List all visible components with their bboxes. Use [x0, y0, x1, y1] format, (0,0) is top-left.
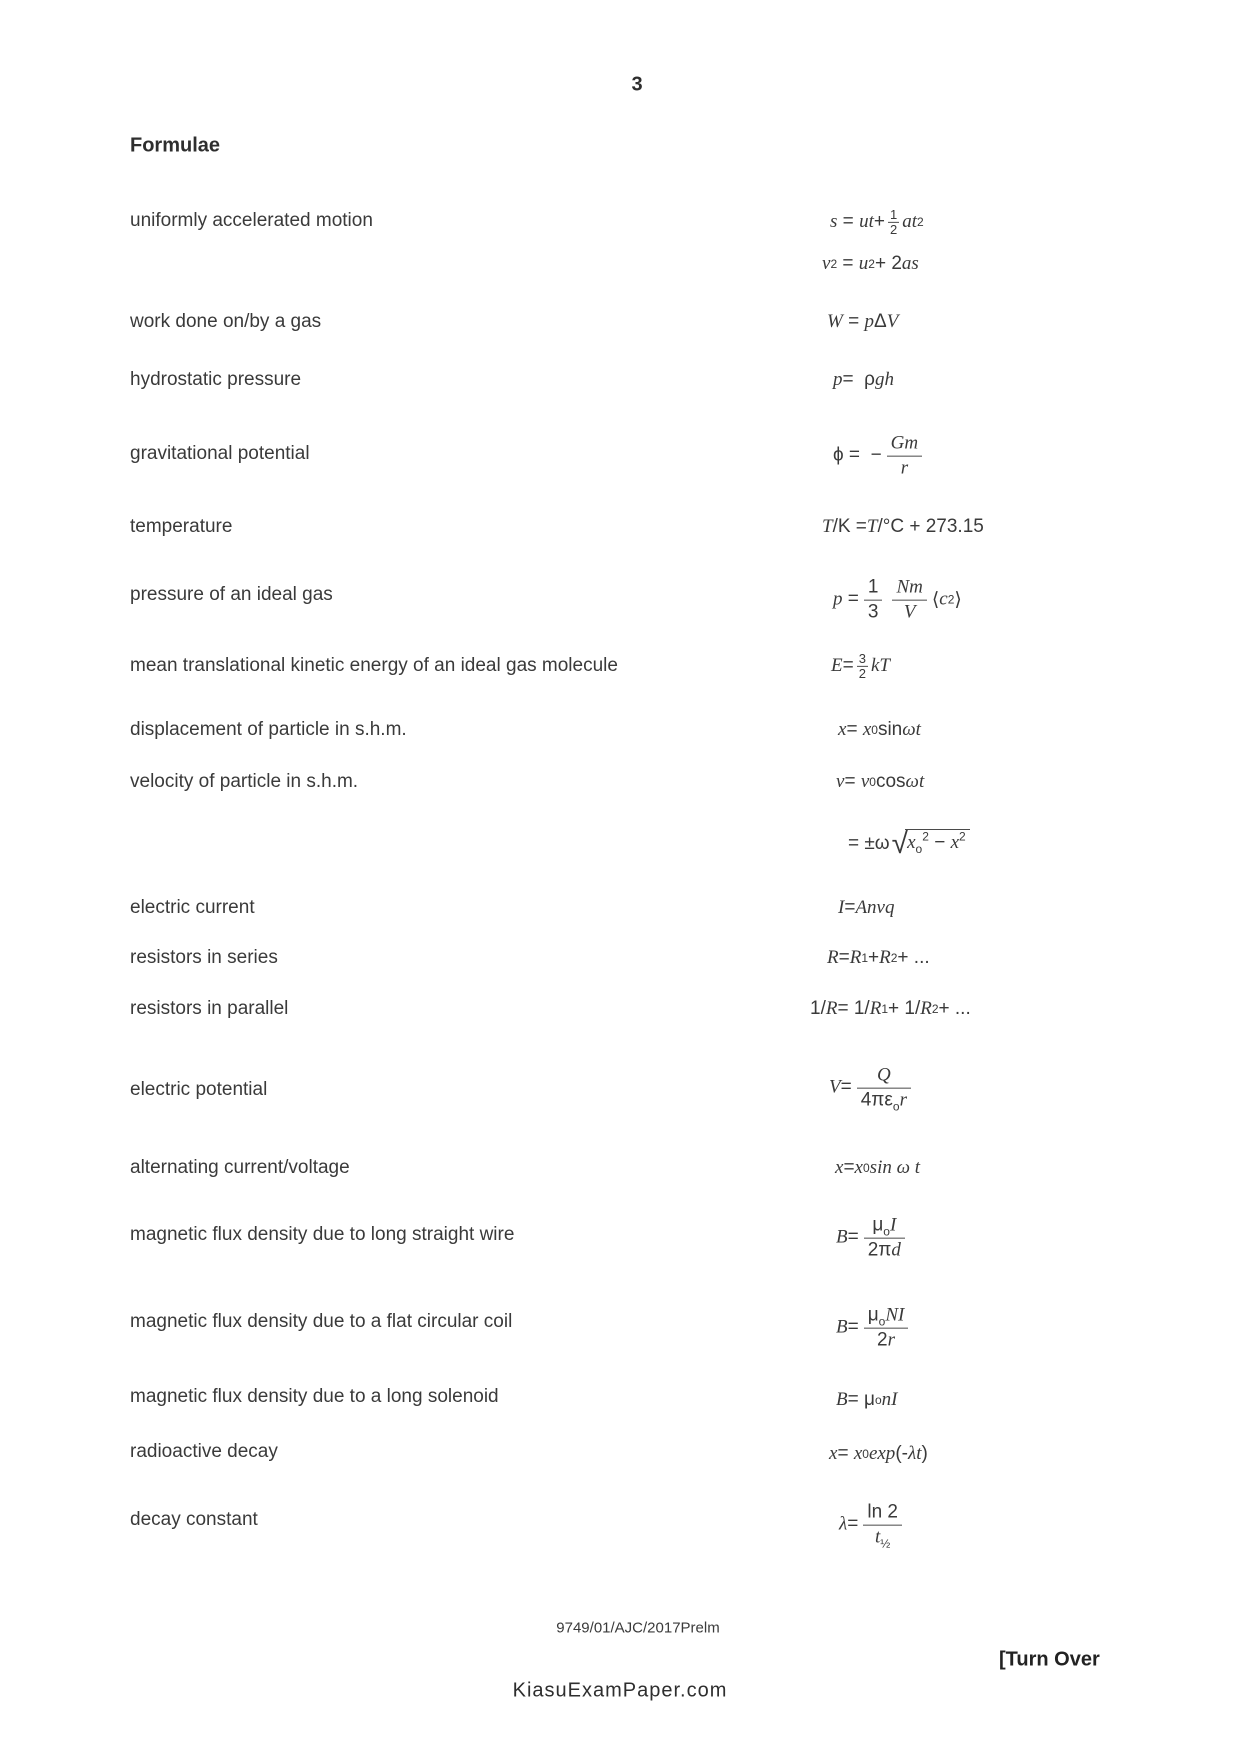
formula-label: resistors in parallel: [130, 998, 289, 1019]
formula-label: electric current: [130, 897, 255, 918]
formula-label: temperature: [130, 516, 233, 537]
formula-label: magnetic flux density due to a long solenoid: [130, 1386, 499, 1407]
formula-expression: W = p Δ V: [827, 311, 899, 332]
formula-expression: V = $\frac{Q}{4\pi\varepsilon_or}$: [829, 1065, 916, 1112]
formula-expression: x = x 0 sin ω t: [835, 1157, 921, 1178]
formula-label: mean translational kinetic energy of an ideal gas molecule: [130, 655, 618, 676]
formula-label: magnetic flux density due to long straight wire: [130, 1224, 515, 1245]
formula-expression: x = x 0 exp (- λt ): [829, 1443, 928, 1464]
formula-expression: v 2 = u 2 + 2 as: [822, 253, 919, 274]
formula-label: pressure of an ideal gas: [130, 584, 333, 605]
formula-expression: s = ut + $\frac{1}{2}$ at 2: [830, 206, 924, 237]
formula-expression: ϕ = − $\frac{Gm}{r}$: [833, 433, 927, 480]
formula-label: alternating current/voltage: [130, 1157, 350, 1178]
formula-label: magnetic flux density due to a flat circular coil: [130, 1311, 513, 1332]
formula-expression: B = $\frac{\mu_oI}{2\pi d}$: [836, 1215, 910, 1262]
formula-expression: p = ρ gh: [833, 369, 894, 390]
formula-expression: p = $\frac{1}{3}$ $\frac{Nm}{V}$ ⟨ c 2 ⟩: [833, 576, 962, 623]
formula-label: radioactive decay: [130, 1441, 278, 1462]
formula-label: resistors in series: [130, 947, 278, 968]
page-number: 3: [631, 73, 643, 96]
formula-label: uniformly accelerated motion: [130, 210, 373, 231]
formula-label: displacement of particle in s.h.m.: [130, 719, 407, 740]
formula-expression: B = $\frac{\mu_oNI}{2r}$: [836, 1305, 913, 1352]
formula-expression: v = v 0 cos ω t: [836, 771, 925, 792]
formula-label: decay constant: [130, 1509, 258, 1530]
formula-label: gravitational potential: [130, 443, 310, 464]
page-title: Formulae: [130, 134, 221, 157]
formula-expression: 1/ R = 1/ R 1 + 1/ R 2 + ...: [810, 998, 971, 1019]
formula-expression: x = x 0 sin ω t: [838, 719, 921, 740]
footer-document-code: 9749/01/AJC/2017Prelm: [556, 1619, 720, 1637]
formula-expression: = ±ω √ $x_o^2 - x^2$: [848, 829, 970, 859]
formula-expression: B = μ o nI: [836, 1389, 898, 1410]
formula-expression: T /K = T /°C + 273.15: [822, 516, 984, 537]
formula-label: work done on/by a gas: [130, 311, 322, 332]
watermark-text: KiasuExamPaper.com: [512, 1679, 728, 1702]
formula-expression: λ = $\frac{\ln 2}{t_{\frac{1}{2}}}$: [839, 1502, 907, 1549]
formula-expression: I = Anvq: [838, 897, 895, 918]
formula-expression: R = R 1 + R 2 + ...: [827, 947, 930, 968]
formula-expression: E = $\frac{3}{2}$ kT: [831, 650, 890, 681]
formula-label: velocity of particle in s.h.m.: [130, 771, 359, 792]
formula-label: hydrostatic pressure: [130, 369, 302, 390]
turn-over-note: [Turn Over: [999, 1648, 1100, 1671]
formula-label: electric potential: [130, 1079, 268, 1100]
